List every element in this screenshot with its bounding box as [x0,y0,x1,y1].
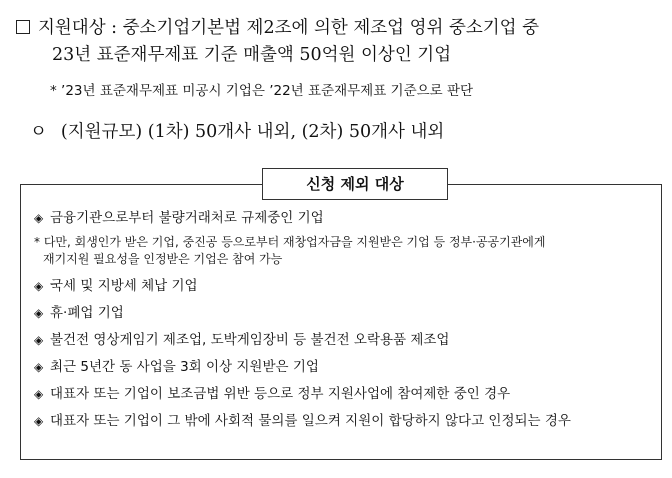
diamond-bullet-icon: ◈ [34,279,44,293]
checkbox-square-icon [16,20,30,34]
exclusion-item-text: 최근 5년간 동 사업을 3회 이상 지원받은 기업 [50,359,319,375]
support-target-continuation: 23년 표준재무제표 기준 매출액 50억원 이상인 기업 [52,45,452,65]
support-target-line [16,16,539,40]
exclusion-item [34,331,571,358]
diamond-bullet-icon: ◈ [34,387,44,401]
diamond-bullet-icon: ◈ [34,211,44,225]
diamond-bullet-icon: ◈ [34,414,44,428]
exclusion-item [34,412,571,439]
exclusion-item [34,358,571,385]
support-scale-text: (지원규모) (1차) 50개사 내외, (2차) 50개사 내외 [60,122,445,142]
exclusion-list [34,209,571,439]
exclusion-item-text: 대표자 또는 기업이 그 밖에 사회적 물의를 일으켜 지원이 합당하지 않다고 인정되는 경우 [50,413,571,429]
exclusion-item [34,304,571,331]
support-scale-line [30,120,444,144]
exclusion-item [34,209,571,236]
exclusion-exception-note-continuation: 재기지원 필요성을 인정받은 기업은 참여 가능 [43,252,283,266]
exclusion-exception-note: * 다만, 회생인가 받은 기업, 중진공 등으로부터 재창업자금을 지원받은 기업 등 정부·공공기관에게 [34,235,546,249]
exclusion-item-text: 휴·폐업 기업 [50,305,124,321]
exclusion-item [34,385,571,412]
exclusion-item-text: 대표자 또는 기업이 보조금법 위반 등으로 정부 지원사업에 참여제한 중인 경우 [50,386,511,402]
exclusion-panel-title: 신청 제외 대상 [262,168,448,200]
diamond-bullet-icon: ◈ [34,360,44,374]
circle-bullet-icon: ㅇ [30,122,47,142]
financial-statement-note: * ’23년 표준재무제표 미공시 기업은 ’22년 표준재무제표 기준으로 판단 [50,83,474,99]
diamond-bullet-icon: ◈ [34,306,44,320]
diamond-bullet-icon: ◈ [34,333,44,347]
support-target-text: 지원대상 : 중소기업기본법 제2조에 의한 제조업 영위 중소기업 중 [38,18,540,38]
exclusion-item [34,277,571,304]
exclusion-item-text: 국세 및 지방세 체납 기업 [50,278,198,294]
exclusion-item-text: 금융기관으로부터 불량거래처로 규제중인 기업 [50,210,324,226]
exclusion-item-text: 불건전 영상게임기 제조업, 도박게임장비 등 불건전 오락용품 제조업 [50,332,450,348]
